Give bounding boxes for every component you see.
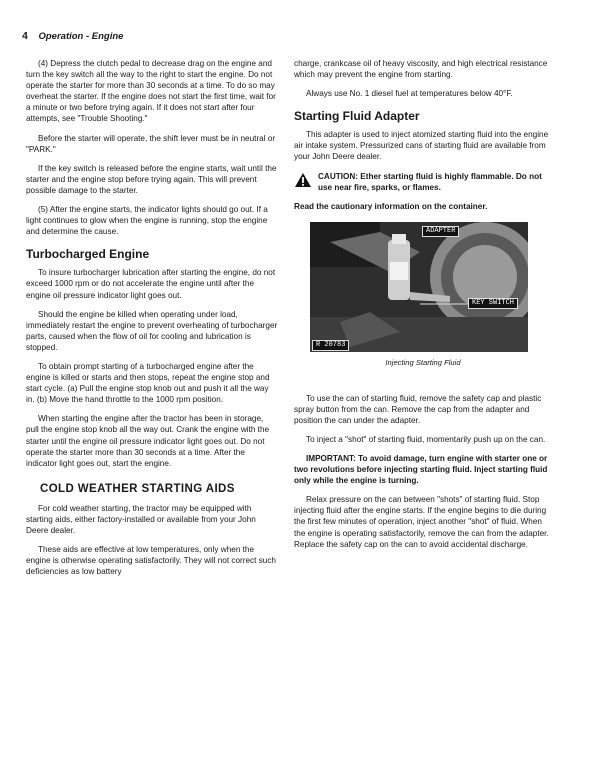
paragraph-turbo-4: When starting the engine after the tractor has been in storage, pull the engine stop knob all the way out. Crank the engine with the starter until the engine oil pressure indicator light goes out. Do not operate the starter more than 30 seconds at a time. After the indicator light goes out, start the engine. bbox=[26, 414, 270, 468]
paragraph-turbo-2: Should the engine be killed when operating under load, immediately restart the engine to prevent overheating of turbocharger parts, caused when the flow of oil for cooling and lubrication is stopped. bbox=[26, 309, 278, 352]
paragraph-step-4: (4) Depress the clutch pedal to decrease drag on the engine and turn the key switch all the way to the right to start the engine. Do not operate the starter for more than 30 seconds at a time. To do so may overheat the starter. If the engine does not start the first time, wait for a minute or two before trying again. If it does not start after four attempts, see "Trouble Shooting." bbox=[26, 59, 276, 124]
cold-weather-heading: COLD WEATHER STARTING AIDS bbox=[40, 482, 235, 495]
photo-label-key-switch: KEY SWITCH bbox=[468, 298, 518, 309]
engine-photo-illustration bbox=[310, 222, 528, 352]
caution-text: CAUTION: Ether starting fluid is highly flammable. Do not use near fire, sparks, or flames. bbox=[318, 171, 542, 192]
photo-caption: Injecting Starting Fluid bbox=[385, 357, 461, 367]
paragraph-step-5: (5) After the engine starts, the indicator lights should go out. If a light continues to glow when the engine is running, stop the engine and determine the cause. bbox=[26, 205, 268, 237]
paragraph-diesel-fuel: Always use No. 1 diesel fuel at temperatures below 40°F. bbox=[306, 89, 513, 99]
paragraph-use-can: To use the can of starting fluid, remove the safety cap and plastic spray button from the can. Remove the cap from the adapter and position the can under the adapter. bbox=[294, 393, 542, 425]
paragraph-adapter: This adapter is used to inject atomized starting fluid into the engine air intake system. Pressurized cans of starting fluid are available from your John Deere dealer. bbox=[294, 130, 549, 162]
photo-label-adapter: ADAPTER bbox=[422, 226, 459, 237]
starting-fluid-heading: Starting Fluid Adapter bbox=[294, 109, 420, 124]
caution-block bbox=[294, 171, 552, 193]
right-column bbox=[294, 58, 552, 558]
photo-code: R 20783 bbox=[312, 340, 349, 351]
page-number: 4 bbox=[22, 30, 28, 42]
paragraph-relax-pressure: Relax pressure on the can between "shots" of starting fluid. Stop injecting fluid after the engine starts. If the engine begins to die during the first few minutes of operation, inject another "shot" of fluid. When the engine is operating satisfactorily, remove the can from the adapter. Replace the safety cap on the can to avoid accidental discharge. bbox=[294, 495, 549, 549]
important-notice: IMPORTANT: To avoid damage, turn engine with starter one or two revolutions before injecting starting fluid. Inject starting fluid only while the engine is turning. bbox=[294, 453, 548, 486]
paragraph-cold-1: For cold weather starting, the tractor may be equipped with starting aids, either factory-installed or available from your John Deere dealer. bbox=[26, 503, 256, 535]
paragraph-shift-lever: Before the starter will operate, the shift lever must be in neutral or "PARK." bbox=[26, 133, 276, 154]
left-column bbox=[26, 58, 278, 585]
paragraph-key-released: If the key switch is released before the engine starts, wait until the starter and the engine stop before trying again. This will prevent possible damage to the starter. bbox=[26, 163, 277, 195]
caution-read-info: Read the cautionary information on the container. bbox=[294, 201, 488, 211]
paragraph-inject-shot: To inject a "shot" of starting fluid, momentarily push up on the can. bbox=[306, 434, 546, 444]
warning-triangle-icon bbox=[294, 172, 312, 188]
page-header bbox=[22, 30, 123, 42]
paragraph-cold-2: These aids are effective at low temperatures, only when the engine is otherwise operating satisfactorily. They will not correct such deficiencies as low battery bbox=[26, 545, 276, 577]
turbo-heading: Turbocharged Engine bbox=[26, 247, 150, 262]
paragraph-turbo-3: To obtain prompt starting of a turbocharged engine after the engine is killed or starts and then stops, repeat the engine stop and start cycle. (a) Pull the engine stop knob out and push it all the way in. (b) Move the hand throttle to the 1000 rpm position. bbox=[26, 361, 270, 405]
paragraph-turbo-1: To insure turbocharger lubrication after starting the engine, do not exceed 1000 rpm or do not accelerate the engine until after the engine oil pressure indicator light goes out. bbox=[26, 268, 276, 300]
paragraph-continued: charge, crankcase oil of heavy viscosity, and high electrical resistance which may prevent the engine from starting. bbox=[294, 59, 548, 80]
section-title: Operation - Engine bbox=[38, 31, 124, 42]
engine-photo bbox=[310, 222, 528, 352]
